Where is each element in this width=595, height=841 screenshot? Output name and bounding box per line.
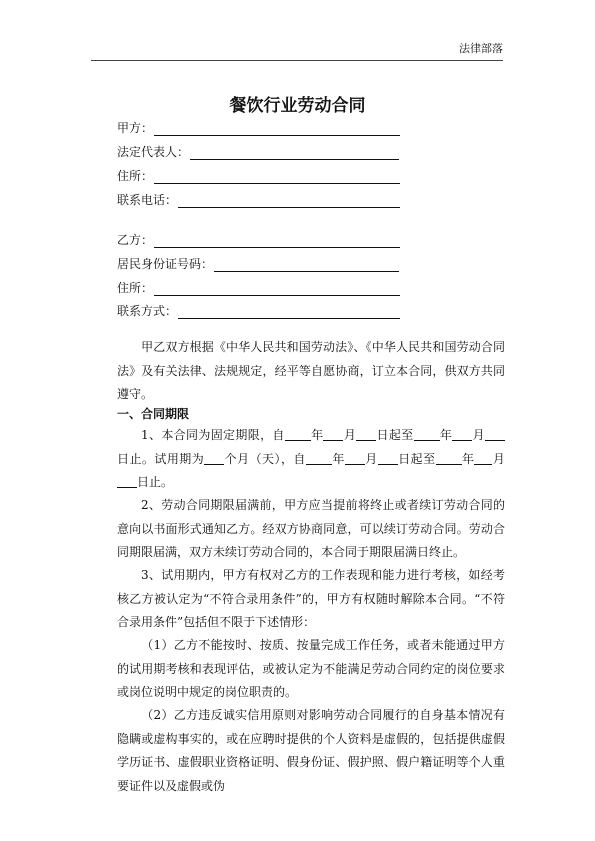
party-a-blank[interactable] [154, 123, 400, 136]
start-month-blank[interactable] [323, 428, 343, 441]
party-a-phone-field [117, 190, 400, 208]
probation-end-day-blank[interactable] [117, 475, 137, 488]
start-year-blank[interactable] [285, 428, 311, 441]
party-a-address-blank[interactable] [154, 171, 400, 184]
clause-3-item-1: （1）乙方不能按时、按质、按量完成工作任务，或者未能通过甲方的试用期考核和表现评估，或被认定为不能满足劳动合同约定的岗位要求或岗位说明中规定的岗位职责的。 [117, 638, 505, 699]
party-b-blank[interactable] [154, 235, 400, 248]
party-a-field [117, 118, 400, 136]
legal-rep-label: 法定代表人： [117, 145, 190, 159]
party-b-contact-field [117, 301, 400, 319]
start-day-blank[interactable] [356, 428, 376, 441]
party-b-field [117, 230, 400, 248]
clause-3: 3、试用期内，甲方有权对乙方的工作表现和能力进行考核，如经考核乙方被认定为“不符合录用条件”的，甲方有权随时解除本合同。“不符合录用条件”包括但不限于下述情形： [117, 568, 505, 629]
section-heading: 一、合同期限 [117, 407, 190, 421]
probation-end-year-blank[interactable] [436, 452, 462, 465]
party-b-label: 乙方： [117, 233, 154, 247]
party-a-address-field [117, 166, 400, 184]
legal-rep-blank[interactable] [190, 147, 399, 160]
document-title: 餐饮行业劳动合同 [229, 96, 366, 116]
party-a-phone-blank[interactable] [178, 195, 400, 208]
party-b-contact-blank[interactable] [178, 306, 400, 319]
probation-start-month-blank[interactable] [345, 452, 365, 465]
intro-text: 甲乙双方根据《中华人民共和国劳动法》、《中华人民共和国劳动合同法》及有关法律、法规规定，经平等自愿协商，订立本合同，供双方共同遵守。 [117, 340, 505, 401]
intro-paragraph [117, 336, 505, 407]
clause-1: 1、本合同为固定期限，自 年 月 日起至 年 月日止。试用期为 个月（天），自 年 月 日起至 年 月日止。 [117, 428, 505, 489]
probation-start-day-blank[interactable] [378, 452, 398, 465]
id-number-blank[interactable] [214, 259, 399, 272]
party-b-contact-label: 联系方式： [117, 304, 178, 318]
header-tag: 法律部落 [459, 42, 503, 55]
party-a-address-label: 住所： [117, 169, 154, 183]
clause-3-item-2: （2）乙方违反诚实信用原则对影响劳动合同履行的自身基本情况有隐瞒或虚构事实的，或在应聘时提供的个人资料是虚假的，包括提供虚假学历证书、虚假职业资格证明、假身份证、假护照、假户籍证明等个人重要证件以及虚假或伪 [117, 708, 505, 793]
id-number-field [117, 254, 399, 272]
id-number-label: 居民身份证号码： [117, 257, 214, 271]
end-month-blank[interactable] [452, 428, 472, 441]
probation-length-blank[interactable] [204, 452, 224, 465]
party-a-phone-label: 联系电话： [117, 193, 178, 207]
legal-rep-field [117, 142, 399, 160]
party-b-address-blank[interactable] [154, 283, 400, 296]
clause-2: 2、劳动合同期限届满前，甲方应当提前将终止或者续订劳动合同的意向以书面形式通知乙方。经双方协商同意，可以续订劳动合同。劳动合同期限届满，双方未续订劳动合同的，本合同于期限届满日终止。 [117, 498, 505, 559]
party-b-address-label: 住所： [117, 281, 154, 295]
party-b-address-field [117, 278, 400, 296]
probation-end-month-blank[interactable] [474, 452, 492, 465]
party-a-label: 甲方： [117, 121, 154, 135]
end-year-blank[interactable] [414, 428, 440, 441]
end-day-blank[interactable] [485, 428, 505, 441]
header-divider [91, 60, 503, 61]
probation-start-year-blank[interactable] [306, 452, 332, 465]
